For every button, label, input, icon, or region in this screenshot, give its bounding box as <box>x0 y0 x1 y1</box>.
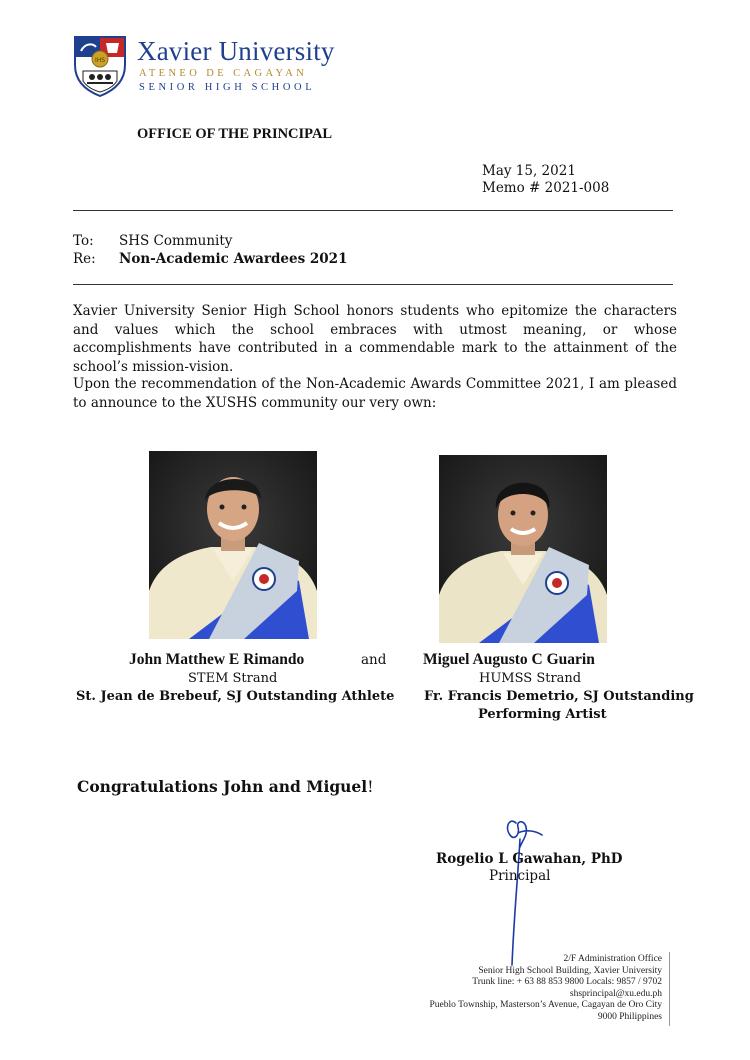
university-subtitle: ATENEO DE CAGAYAN <box>139 68 308 79</box>
award-title: St. Jean de Brebeuf, SJ Outstanding Athlete <box>76 689 395 704</box>
to-value: SHS Community <box>119 233 233 249</box>
congratulations-text: Congratulations John and Miguel <box>77 777 368 796</box>
school-name: SENIOR HIGH SCHOOL <box>139 82 316 93</box>
footer-line: 9000 Philippines <box>597 1011 662 1022</box>
footer-divider <box>669 952 670 1026</box>
awardee-name: Miguel Augusto C Guarin <box>423 651 595 668</box>
awardee-photo <box>149 451 317 639</box>
memo-number: Memo # 2021-008 <box>482 180 610 196</box>
svg-text:IHS: IHS <box>94 57 106 64</box>
signatory-title: Principal <box>489 868 551 884</box>
letterhead <box>73 35 373 99</box>
re-value: Non-Academic Awardees 2021 <box>119 251 348 267</box>
to-label: To: <box>73 233 94 249</box>
footer-email: shsprincipal@xu.edu.ph <box>569 988 662 999</box>
portrait-image <box>439 455 607 643</box>
congratulations-exclamation: ! <box>367 778 374 796</box>
footer-address <box>430 954 663 1024</box>
portrait-image <box>149 451 317 639</box>
memo-date: May 15, 2021 <box>482 163 576 179</box>
conjunction: and <box>361 652 387 668</box>
university-name: Xavier University <box>137 36 335 66</box>
divider-line <box>73 210 673 211</box>
award-title: Performing Artist <box>478 707 607 722</box>
office-heading: OFFICE OF THE PRINCIPAL <box>137 126 333 142</box>
congratulations-line <box>77 777 373 796</box>
footer-line: Pueblo Township, Masterson’s Avenue, Cagayan de Oro City <box>429 1000 662 1011</box>
divider-line <box>73 284 673 285</box>
body-paragraph: Upon the recommendation of the Non-Academic Awards Committee 2021, I am pleased to announce to the XUSHS community our very own: <box>73 376 677 411</box>
handwritten-signature <box>496 815 546 970</box>
awardee-strand: STEM Strand <box>188 671 278 686</box>
awardee-name: John Matthew E Rimando <box>129 651 305 668</box>
footer-line: 2/F Administration Office <box>563 954 662 964</box>
body-paragraph: Xavier University Senior High School honors students who epitomize the characters and values which the school embraces with utmost meaning, or whose accomplishments have contributed in a commendable mark to the attainment of the school’s mission-vision. <box>73 303 677 375</box>
footer-line: Trunk line: + 63 88 853 9800 Locals: 9857 / 9702 <box>472 977 662 988</box>
award-title: Fr. Francis Demetrio, SJ Outstanding <box>424 689 694 704</box>
signatory-name: Rogelio L Gawahan, PhD <box>436 851 623 867</box>
awardee-strand: HUMSS Strand <box>479 671 582 686</box>
footer-line: Senior High School Building, Xavier University <box>478 965 662 976</box>
awardee-photo <box>439 455 607 643</box>
re-label: Re: <box>73 251 96 267</box>
shield-crest-icon <box>73 35 127 97</box>
